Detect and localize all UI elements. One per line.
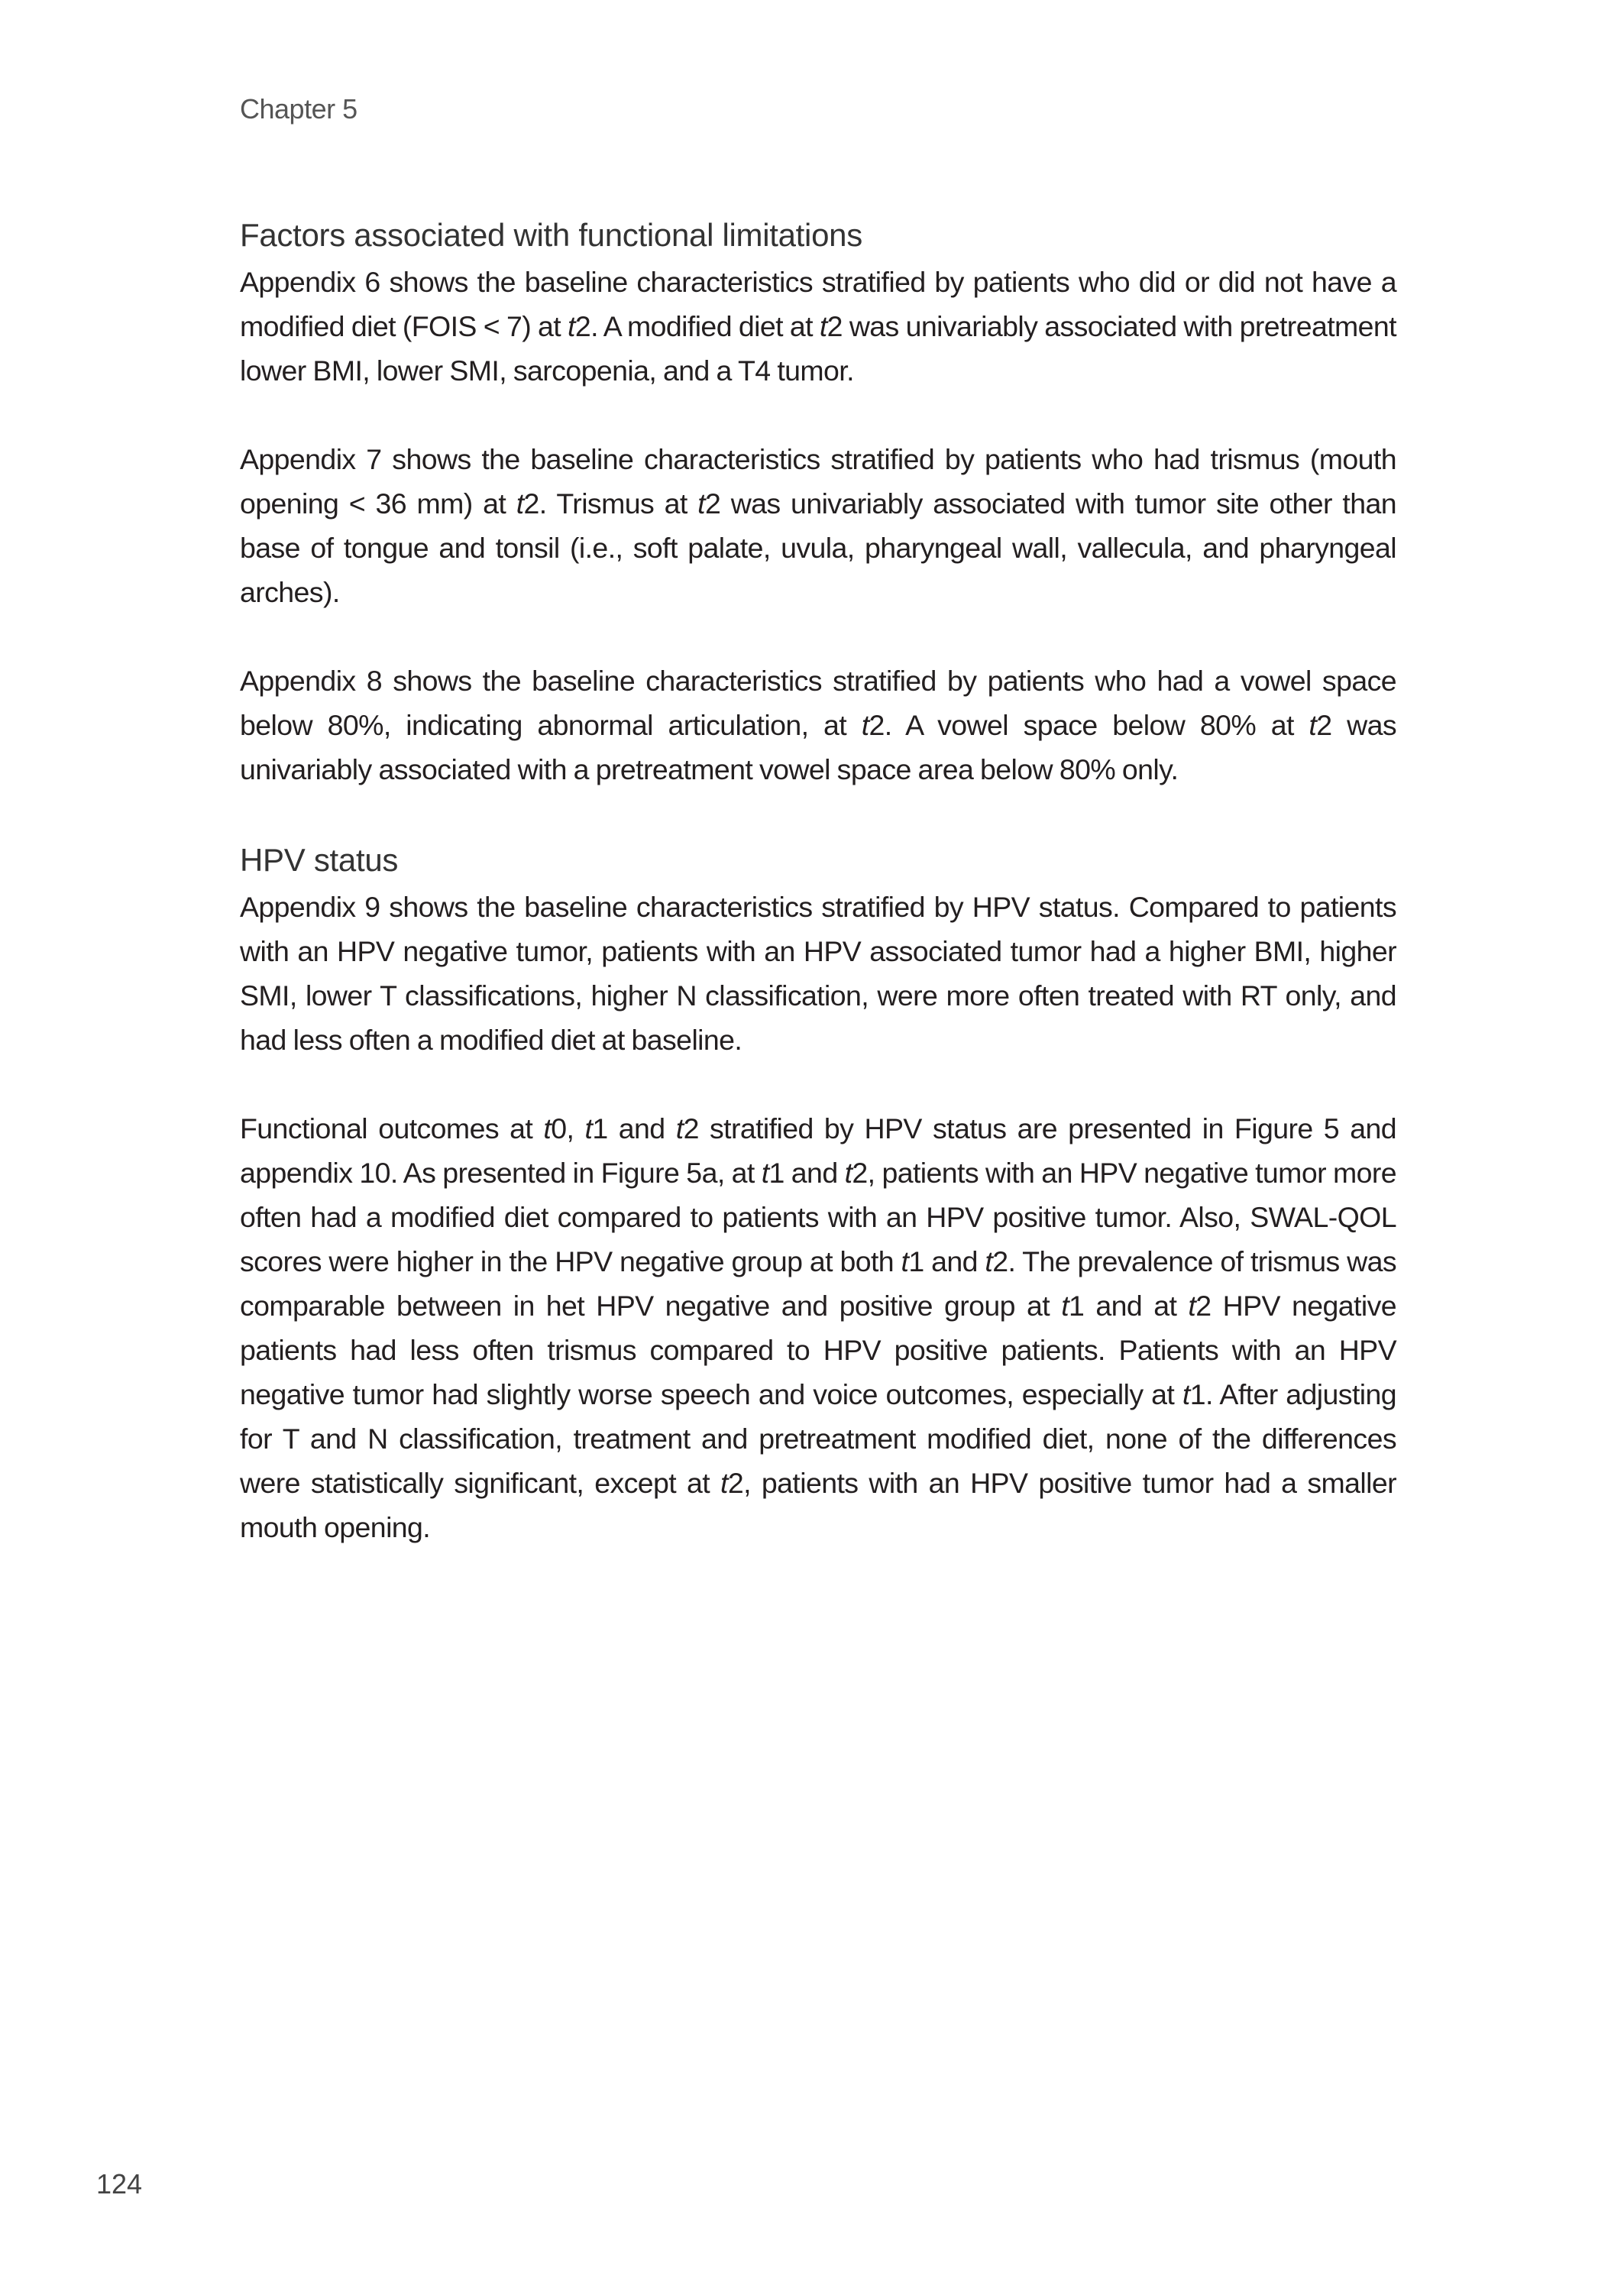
section-heading: Factors associated with functional limitations [240, 217, 862, 253]
italic-variable: t [1309, 709, 1317, 741]
italic-variable: t [861, 709, 869, 741]
section-heading: HPV status [240, 842, 399, 878]
italic-variable: t [1188, 1290, 1196, 1322]
italic-variable: t [675, 1112, 684, 1144]
paragraph: Appendix 8 shows the baseline characteristics stratified by patients who had a vowel space below 80%, indicating abnormal articulation, at t2. A vowel space below 80% at t2 was univariably associated with a pretreatment vowel space area below 80% only. [240, 665, 1396, 785]
running-head: Chapter 5 [240, 93, 357, 125]
italic-variable: t [985, 1245, 993, 1277]
paragraph: Functional outcomes at t0, t1 and t2 stratified by HPV status are presented in Figure 5 and appendix 10. As presented in Figure 5a, at t1 and t2, patients with an HPV negative tumor more often had a modified diet compared to patients with an HPV positive tumor. Also, SWAL-QOL scores were higher in the HPV negative group at both t1 and t2. The prevalence of trismus was comparable between in het HPV negative and positive group at t1 and at t2 HPV negative patients had less often trismus compared to HPV positive patients. Patients with an HPV negative tumor had slightly worse speech and voice outcomes, especially at t1. After adjusting for T and N classification, treatment and pretreatment modified diet, none of the differences were statistically significant, except at t2, patients with an HPV positive tumor had a smaller mouth opening. [240, 1112, 1397, 1543]
paragraph: Appendix 7 shows the baseline characteristics stratified by patients who had trismus (mouth opening < 36 mm) at t2. Trismus at t2 was univariably associated with tumor site other than base of tongue and tonsil (i.e., soft palate, uvula, pharyngeal wall, vallecula, and pharyngeal arches). [240, 443, 1396, 608]
page-body [240, 211, 1396, 1549]
italic-variable: t [901, 1245, 909, 1277]
italic-variable: t [584, 1112, 593, 1144]
italic-variable: t [1182, 1378, 1190, 1410]
italic-variable: t [543, 1112, 552, 1144]
italic-variable: t [761, 1157, 769, 1189]
italic-variable: t [697, 487, 705, 520]
italic-variable: t [568, 310, 575, 342]
page-number: 124 [96, 2168, 143, 2200]
italic-variable: t [844, 1157, 852, 1189]
paragraph: Appendix 6 shows the baseline characteristics stratified by patients who did or did not have a modified diet (FOIS < 7) at t2. A modified diet at t2 was univariably associated with pretreatment lower BMI, lower SMI, sarcopenia, and a T4 tumor. [240, 266, 1396, 387]
italic-variable: t [516, 487, 524, 520]
italic-variable: t [819, 310, 827, 342]
paragraph: Appendix 9 shows the baseline characteristics stratified by HPV status. Compared to patients with an HPV negative tumor, patients with an HPV associated tumor had a higher BMI, higher SMI, lower T classifications, higher N classification, were more often treated with RT only, and had less often a modified diet at baseline. [240, 891, 1396, 1056]
italic-variable: t [720, 1467, 728, 1499]
italic-variable: t [1061, 1290, 1069, 1322]
section-spacer [240, 792, 1396, 836]
